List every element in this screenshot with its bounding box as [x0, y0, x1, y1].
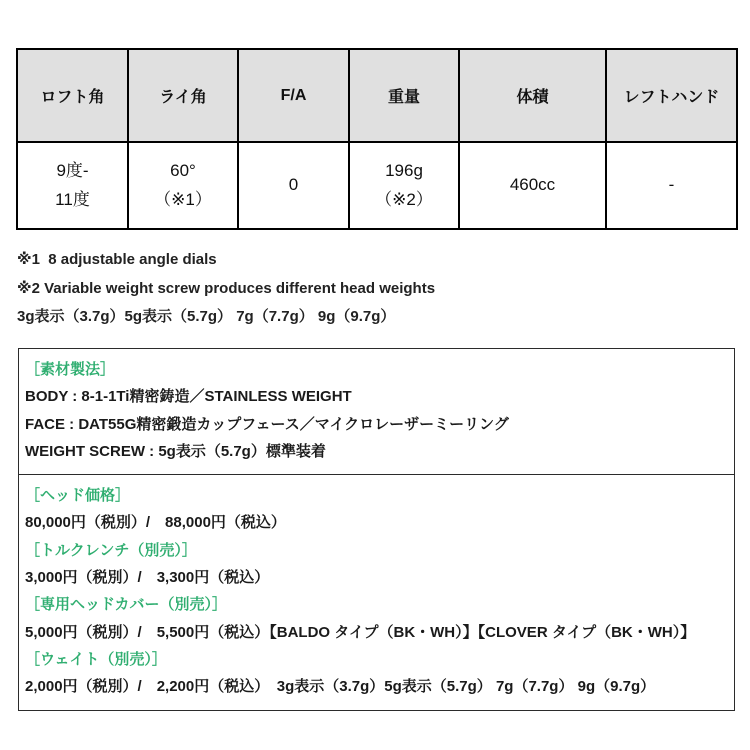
header-weight: 重量: [349, 49, 459, 142]
material-face-line: FACE : DAT55G精密鍛造カップフェース／マイクロレーザーミーリング: [25, 415, 509, 433]
value-line: （※1）: [154, 189, 212, 209]
value-left-hand: [606, 142, 737, 229]
material-section-heading: ［素材製法］: [25, 361, 116, 378]
weight-option-heading: ［ウェイト（別売）］: [25, 650, 167, 668]
material-body-line: BODY : 8-1-1Ti精密鋳造／STAINLESS WEIGHT: [25, 388, 352, 406]
head-price-text: 80,000円（税別）/ 88,000円（税込）: [25, 514, 286, 532]
value-line: （※2）: [375, 189, 433, 209]
header-fa: F/A: [238, 49, 349, 142]
value-volume: [459, 142, 606, 229]
head-cover-heading: ［専用ヘッドカバー（別売）］: [25, 596, 228, 614]
footnote-2: ※2 Variable weight screw produces different head weights: [17, 279, 436, 297]
header-volume: 体積: [459, 49, 606, 142]
value-line: 60°: [170, 161, 196, 181]
value-line: 196g: [385, 161, 423, 181]
torque-wrench-heading: ［トルクレンチ（別売）］: [25, 541, 197, 559]
head-price-heading: ［ヘッド価格］: [25, 487, 131, 505]
value-weight: [349, 142, 459, 229]
header-lie-angle: ライ角: [128, 49, 238, 142]
value-loft-angle: [17, 142, 128, 229]
value-lie-angle: [128, 142, 238, 229]
value-fa: [238, 142, 349, 229]
footnote-1: ※1 8 adjustable angle dials: [17, 251, 217, 268]
material-section: [19, 349, 734, 474]
footnote-weight-options: 3g表示（3.7g）5g表示（5.7g） 7g（7.7g） 9g（9.7g）: [17, 308, 396, 325]
header-left-hand: レフトハンド: [606, 49, 737, 142]
value-line: 0: [288, 175, 299, 195]
value-line: 9度-: [56, 161, 89, 181]
spec-table: [16, 48, 738, 230]
torque-wrench-text: 3,000円（税別）/ 3,300円（税込）: [25, 569, 270, 587]
spec-table-header-row: [17, 49, 737, 142]
head-cover-text: 5,000円（税別）/ 5,500円（税込）【BALDO タイプ（BK・WH）】【CLOVER タイプ（BK・WH）】: [25, 623, 696, 641]
spec-table-value-row: [17, 142, 737, 229]
material-weight-screw-line: WEIGHT SCREW : 5g表示（5.7g）標準装着: [25, 442, 326, 460]
header-loft-angle: ロフト角: [17, 49, 128, 142]
footnotes: [17, 246, 733, 332]
info-box: [18, 348, 735, 711]
value-line: 460cc: [509, 175, 556, 195]
value-line: 11度: [55, 189, 90, 209]
value-line: -: [668, 175, 675, 195]
weight-option-text: 2,000円（税別）/ 2,200円（税込） 3g表示（3.7g）5g表示（5.7g） 7g（7.7g） 9g（9.7g）: [25, 678, 656, 696]
price-section: [19, 474, 734, 709]
